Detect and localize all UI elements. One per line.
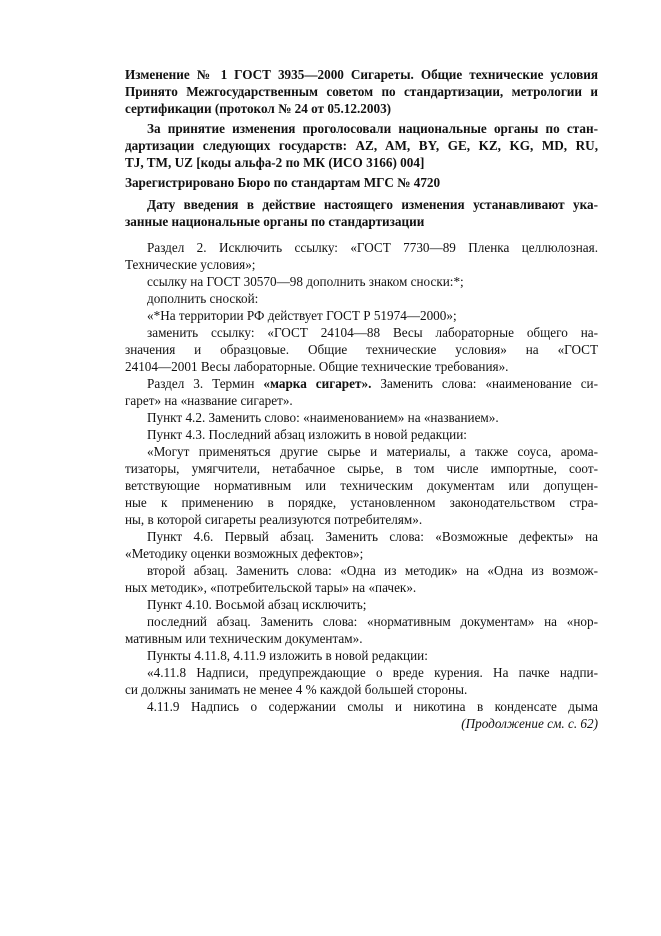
body-line: второй абзац. Заменить слова: «Одна из методик» на «Одна из возмож-	[147, 563, 598, 578]
body-line-term	[125, 375, 598, 392]
body-line: гарет» на «название сигарет».	[125, 393, 293, 408]
adopted-statement-line1: Принято Межгосударственным советом по стандартизации, метрологии и	[125, 84, 598, 99]
body-line: ных методик», «потребительской тары» на «пачек».	[125, 580, 417, 595]
term-name: «марка сигарет».	[263, 376, 372, 391]
body-line: ны, в которой сигареты реализуются потребителям».	[125, 512, 423, 527]
body-line: ные к применению в порядке, установленном законодательством стра-	[125, 495, 598, 510]
effective-date-line2: занные национальные органы по стандартизации	[125, 214, 425, 229]
body-line: тизаторы, умягчители, нетабачное сырье, в том числе импортные, соот-	[125, 461, 598, 476]
body-line: дополнить сноской:	[147, 291, 259, 306]
body-line: значения и образцовые. Общие технические условия» на «ГОСТ	[125, 342, 598, 357]
body-line: Пункт 4.10. Восьмой абзац исключить;	[147, 597, 367, 612]
effective-date-line1: Дату введения в действие настоящего изменения устанавливают ука-	[147, 197, 598, 212]
body-line: ссылку на ГОСТ 30570—98 дополнить знаком сноски:*;	[147, 274, 464, 289]
body-line: мативным или техническим документам».	[125, 631, 363, 646]
body-line: Пункты 4.11.8, 4.11.9 изложить в новой редакции:	[147, 648, 428, 663]
body-line: последний абзац. Заменить слова: «нормативным документам» на «нор-	[147, 614, 598, 629]
body-line: Пункт 4.3. Последний абзац изложить в новой редакции:	[147, 427, 467, 442]
voted-statement-line3: TJ, TM, UZ [коды альфа-2 по МК (ИСО 3166) 004]	[125, 155, 425, 170]
body-line: Пункт 4.6. Первый абзац. Заменить слова: «Возможные дефекты» на	[147, 529, 598, 544]
body-line: Пункт 4.2. Заменить слово: «наименованием» на «названием».	[147, 410, 499, 425]
body-text: Раздел 3. Термин	[147, 376, 264, 391]
body-line: «Методику оценки возможных дефектов»;	[125, 546, 364, 561]
document-page	[125, 66, 598, 732]
body-line: заменить ссылку: «ГОСТ 24104—88 Весы лабораторные общего на-	[147, 325, 598, 340]
body-line: 24104—2001 Весы лабораторные. Общие технические требования».	[125, 359, 509, 374]
body-line: си должны занимать не менее 4 % каждой большей стороны.	[125, 682, 468, 697]
body-line: Раздел 2. Исключить ссылку: «ГОСТ 7730—89 Пленка целлюлозная.	[147, 240, 598, 255]
registration-statement: Зарегистрировано Бюро по стандартам МГС № 4720	[125, 175, 441, 190]
adopted-statement-line2: сертификации (протокол № 24 от 05.12.2003)	[125, 101, 392, 116]
body-text: Заменить слова: «наименование си-	[371, 376, 599, 391]
voted-statement-line2: дартизации следующих государств: AZ, AM, BY, GE, KZ, KG, MD, RU,	[125, 138, 598, 153]
body-line: «Могут применяться другие сырье и материалы, а также соуса, арома-	[147, 444, 598, 459]
body-line: «*На территории РФ действует ГОСТ Р 51974—2000»;	[147, 308, 457, 323]
body-line: Технические условия»;	[125, 257, 256, 272]
body-line: ветствующие нормативным или техническим документам или допущен-	[125, 478, 598, 493]
body-line: «4.11.8 Надписи, предупреждающие о вреде курения. На пачке надпи-	[147, 665, 598, 680]
amendment-title: Изменение № 1 ГОСТ 3935—2000 Сигареты. Общие технические условия	[125, 67, 598, 82]
continuation-note: (Продолжение см. с. 62)	[461, 716, 598, 731]
body-line: 4.11.9 Надпись о содержании смолы и никотина в конденсате дыма	[147, 699, 598, 714]
voted-statement-line1: За принятие изменения проголосовали национальные органы по стан-	[147, 121, 598, 136]
